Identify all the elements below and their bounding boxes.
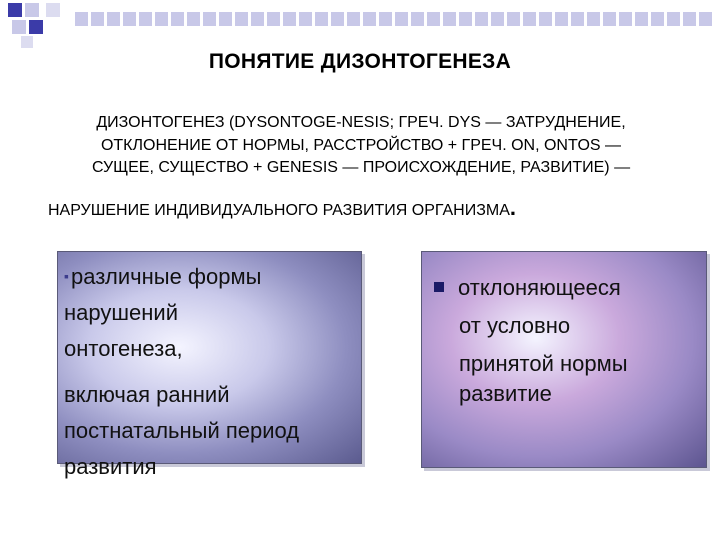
right-text-box: [421, 251, 707, 468]
right-box-line: принятой нормы: [459, 351, 628, 376]
right-box-content: [434, 269, 704, 413]
definition-conclusion: [48, 195, 688, 221]
left-box-line: нарушений: [64, 300, 178, 325]
right-box-line: от условно: [459, 313, 571, 338]
left-box-content: [64, 258, 364, 485]
left-box-line-text: различные формы: [70, 264, 262, 289]
definition-conclusion-text: НАРУШЕНИЕ ИНДИВИДУАЛЬНОГО РАЗВИТИЯ ОРГАНИЗМА: [48, 202, 510, 219]
definition-line: СУЩЕЕ, СУЩЕСТВО + GENESIS — ПРОИСХОЖДЕНИЕ, РАЗВИТИЕ) —: [91, 159, 631, 176]
left-box-line: [64, 258, 364, 295]
definition-period: .: [509, 195, 516, 220]
definition-line: ДИЗОНТОГЕНЕЗ (DYSONTOGE-NESIS; ГРЕЧ. DYS — ЗАТРУДНЕНИЕ,: [96, 114, 626, 131]
left-box-line: постнатальный период: [64, 418, 300, 443]
corner-decoration: [0, 0, 720, 50]
right-box-line: развитие: [459, 381, 552, 406]
right-box-line: [434, 269, 704, 307]
slide-title: ПОНЯТИЕ ДИЗОНТОГЕНЕЗА: [208, 50, 512, 73]
left-box-line: онтогенеза,: [64, 336, 183, 361]
left-box-line: развития: [64, 454, 157, 479]
bullet-icon: ▪: [64, 268, 69, 284]
definition-line: ОТКЛОНЕНИЕ ОТ НОРМЫ, РАССТРОЙСТВО + ГРЕЧ. ON, ONTOS —: [100, 136, 622, 154]
left-box-line: включая ранний: [64, 382, 230, 407]
definition-text: [8, 112, 714, 180]
left-text-box: [57, 251, 362, 479]
square-bullet-icon: [434, 282, 444, 292]
right-box-line-text: отклоняющееся: [458, 275, 621, 300]
